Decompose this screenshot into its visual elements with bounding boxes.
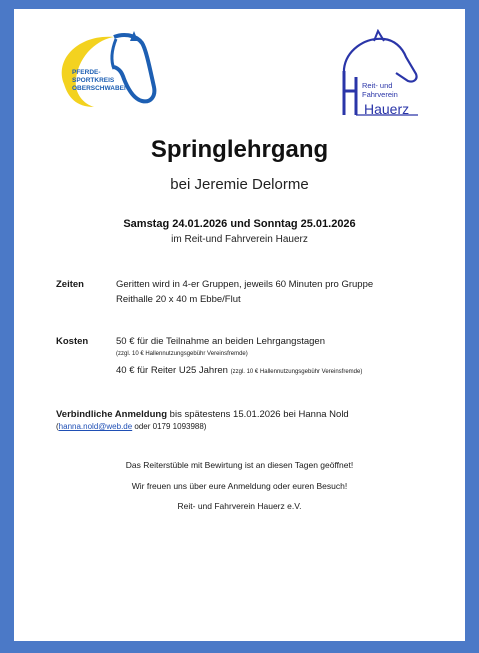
subtitle: bei Jeremie Delorme bbox=[170, 176, 309, 193]
venue-line: im Reit-und Fahrverein Hauerz bbox=[171, 234, 308, 245]
logo-reit-und: Reit- und bbox=[362, 81, 393, 90]
logo-hauerz: Hauerz bbox=[364, 101, 410, 117]
anmeldung-contact bbox=[56, 422, 206, 431]
pferdesportkreis-logo bbox=[54, 29, 164, 119]
kosten-note-2: (zzgl. 10 € Hallennutzungsgebühr Vereinsfremde) bbox=[230, 369, 363, 375]
phone-text: oder 0179 1093988) bbox=[132, 422, 207, 431]
zeiten-line-2: Reithalle 20 x 40 m Ebbe/Flut bbox=[116, 294, 241, 305]
logo-line-1: PFERDE- bbox=[72, 69, 101, 76]
kosten-line-2-row bbox=[116, 365, 362, 376]
logo-line-3: OBERSCHWABEN bbox=[72, 85, 129, 92]
anmeldung-bold: Verbindliche Anmeldung bbox=[56, 409, 168, 420]
page-title: Springlehrgang bbox=[150, 136, 329, 163]
kosten-note-1: (zzgl. 10 € Hallennutzungsgebühr Vereinsfremde) bbox=[116, 351, 248, 357]
open-paren: ( bbox=[56, 422, 59, 431]
kosten-line-2: 40 € für Reiter U25 Jahren bbox=[116, 365, 228, 376]
anmeldung-rest: bis spätestens 15.01.2026 bei Hanna Nold bbox=[167, 409, 349, 420]
logo-fahrverein: Fahrverein bbox=[362, 90, 398, 99]
flyer-page bbox=[14, 9, 465, 641]
zeiten-label: Zeiten bbox=[56, 279, 84, 290]
zeiten-line-1: Geritten wird in 4-er Gruppen, jeweils 60 Minuten pro Gruppe bbox=[116, 279, 374, 290]
kosten-label: Kosten bbox=[56, 336, 89, 347]
footer-line-2: Wir freuen uns über eure Anmeldung oder euren Besuch! bbox=[131, 481, 348, 491]
footer-line-3: Reit- und Fahrverein Hauerz e.V. bbox=[177, 501, 302, 511]
anmeldung-line bbox=[56, 409, 349, 420]
date-line: Samstag 24.01.2026 und Sonntag 25.01.2026 bbox=[123, 218, 356, 230]
email-link[interactable]: hanna.nold@web.de bbox=[58, 422, 133, 431]
logo-line-2: SPORTKREIS bbox=[72, 77, 115, 84]
hauerz-logo bbox=[336, 29, 426, 124]
kosten-line-1: 50 € für die Teilnahme an beiden Lehrgangstagen bbox=[116, 336, 325, 347]
footer-line-1: Das Reiterstüble mit Bewirtung ist an diesen Tagen geöffnet! bbox=[125, 460, 354, 470]
